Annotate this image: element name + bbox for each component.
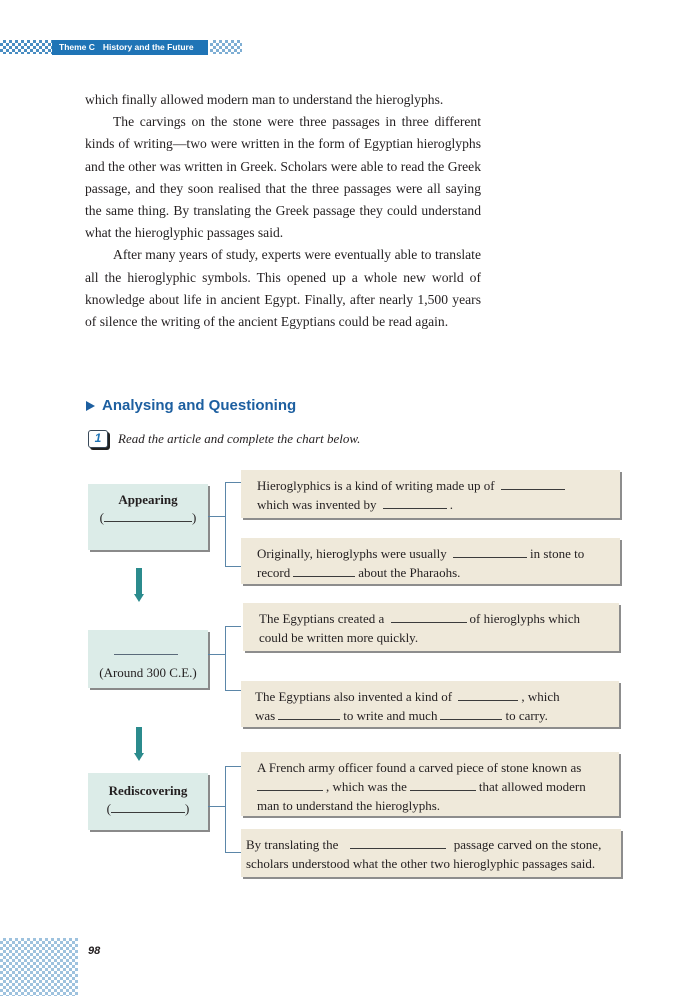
article-paragraph: After many years of study, experts were eventually able to translate all the hieroglyphic symbols. This opened up a whole new world of knowledge about life in ancient Egypt. Finally, after nearly 1,500 years of silence the writing of the ancient Egyptians could be read again. [85, 247, 481, 330]
answer-blank[interactable] [278, 709, 340, 720]
card-text: A French army officer found a carved piece of stone known as [257, 760, 582, 775]
answer-blank[interactable] [453, 547, 527, 558]
stage-date-blank: ( ) [106, 801, 190, 816]
chart-card [241, 829, 621, 877]
answer-blank[interactable] [501, 479, 565, 490]
card-text: scholars understood what the other two hieroglyphic passages said. [246, 856, 596, 871]
answer-blank[interactable] [104, 510, 192, 522]
answer-blank[interactable] [293, 566, 355, 577]
answer-blank[interactable] [111, 801, 185, 813]
answer-blank[interactable] [410, 780, 476, 791]
connector-line [225, 626, 241, 627]
answer-blank[interactable] [257, 780, 323, 791]
task-instruction [88, 430, 360, 448]
connector-line [225, 690, 241, 691]
article-paragraph: The carvings on the stone were three passages in three different kinds of writing—two were written in the form of Egyptian hieroglyphs and the other was written in Greek. Scholars were able to read the Greek passage, and they soon realised that the three passages were all saying the same thing. By translating the Greek passage they could understand what the hieroglyphic passages said. [85, 114, 481, 241]
card-text: By translating the [246, 837, 342, 852]
answer-blank[interactable] [391, 612, 467, 623]
card-text: that allowed modern [478, 779, 586, 794]
stage-name-blank[interactable] [114, 654, 178, 655]
card-text: about the Pharaohs. [358, 565, 461, 580]
card-text: . [449, 497, 454, 512]
card-text: , which was the [326, 779, 407, 794]
connector-line [208, 654, 225, 655]
down-arrow-icon [135, 727, 143, 761]
answer-blank[interactable] [440, 709, 502, 720]
chart-card [243, 603, 619, 651]
answer-blank[interactable] [458, 690, 518, 701]
card-text: was [255, 708, 276, 723]
article-paragraph: which finally allowed modern man to understand the hieroglyphs. [85, 92, 444, 107]
theme-banner [52, 40, 208, 55]
stage-box-appearing [88, 484, 208, 550]
footer-pattern [0, 938, 78, 996]
theme-label: Theme C [59, 42, 95, 52]
card-text: , which [521, 689, 560, 704]
card-text: passage carved on the stone, [453, 837, 602, 852]
answer-blank[interactable] [383, 498, 447, 509]
stage-box-rediscovering [88, 773, 208, 830]
stage-title: Rediscovering [108, 783, 188, 798]
stage-title: Appearing [118, 492, 178, 507]
connector-bracket [225, 482, 226, 566]
card-text: The Egyptians created a [259, 611, 388, 626]
chart-card [241, 681, 619, 727]
chart-card [241, 470, 620, 518]
connector-line [225, 766, 241, 767]
down-arrow-icon [135, 568, 143, 602]
card-text: in stone to [530, 546, 585, 561]
connector-line [208, 516, 225, 517]
chart-card [241, 538, 620, 584]
card-text: could be written more quickly. [259, 630, 419, 645]
page-number: 98 [88, 945, 101, 957]
card-text: Hieroglyphics is a kind of writing made up of [257, 478, 498, 493]
header-pattern-right [210, 40, 242, 54]
connector-bracket [225, 626, 226, 690]
answer-blank[interactable] [350, 838, 446, 849]
chart-card [241, 752, 619, 816]
theme-title: History and the Future [102, 42, 194, 52]
card-text: to carry. [505, 708, 548, 723]
stage-date-blank: ( ) [99, 510, 197, 525]
connector-line [208, 806, 225, 807]
instruction-text: Read the article and complete the chart below. [118, 431, 361, 446]
article-text [85, 89, 481, 333]
card-text: Originally, hieroglyphs were usually [257, 546, 451, 561]
task-number-badge: 1 [88, 430, 108, 448]
section-heading [86, 397, 296, 414]
card-text: The Egyptians also invented a kind of [255, 689, 456, 704]
card-text: man to understand the hieroglyphs. [257, 798, 441, 813]
card-text: which was invented by [257, 497, 380, 512]
connector-line [225, 566, 241, 567]
connector-bracket [225, 766, 226, 852]
card-text: of hieroglyphs which [469, 611, 580, 626]
connector-line [225, 852, 241, 853]
card-text: record [257, 565, 291, 580]
stage-box-simplifying [88, 630, 208, 688]
section-heading-text: Analysing and Questioning [102, 397, 297, 414]
header-pattern-left [0, 40, 52, 54]
triangle-bullet-icon [86, 401, 95, 411]
card-text: to write and much [343, 708, 438, 723]
stage-subtitle: (Around 300 C.E.) [99, 665, 197, 680]
connector-line [225, 482, 241, 483]
